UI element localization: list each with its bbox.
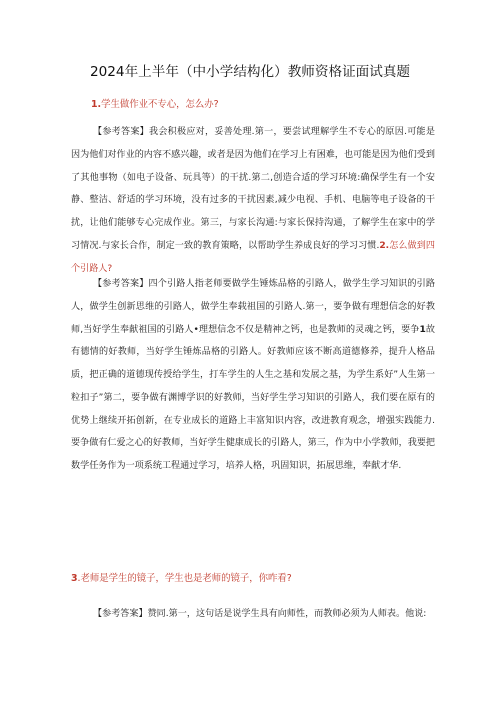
question-2-number: 2. [379, 240, 390, 251]
question-1-number: 1. [91, 99, 102, 110]
question-1-text: 学生做作业不专心，怎么办? [101, 99, 219, 110]
answer-3-text: 赞同.第一，这句话是说学生具有向师性，而教师必须为人师表。他说: [147, 609, 427, 619]
answer-2-label: 【参考答案】 [93, 279, 149, 289]
answer-2-bold-number: 1 [419, 324, 426, 335]
question-3-number: 3 [71, 573, 78, 584]
answer-1-text: 我会积极应对，妥善处理.第一，要尝试理解学生不专心的原因.可能是因为他们对作业的内容不感兴趣，或者是因为他们在学习上有困难，也可能是因为他们受到了其他事物（如电子设备、玩具等）的干扰.第二,创造合适的学习环境:确保学生有一个安静、整洁、舒适的学习环境，没有过多的干扰因素,减少电视、手机、电脑等电子设备的干扰，让他们能够专心完成作业。第三，与家长沟通:与家长保持沟通，了解学生在家中的学习情况.与家长合作，制定一致的教育策略，以帮助学生养成良好的学习习惯. [71, 127, 435, 251]
answer-2-paragraph [71, 273, 435, 478]
answer-2-text-b: 故有德情的好教师，当好学生锤炼品格的引路人。好教师应该不断高道德修养，提升人格品质，把正确的道德现传授给学生，打车学生的人生之基和发展之基，为学生系好”人生第一粒扣子”第二，要争做有渊博学识的好教师，当好学生学习知识的引路人，我们要在原有的优势上继续开拓创新，在专业成长的道路上丰富知识内容，改进教育观念，增强实践能力.要争做有仁爱之心的好教师，当好学生健康成长的引路人，第三，作为中小学教师，我要把数学任务作为一项系统工程通过学习，培养人格，巩固知识，拓展思维，奉献才华. [71, 324, 435, 471]
question-2-text: 怎么做到四个引路人? [71, 240, 435, 274]
answer-1-paragraph [71, 121, 435, 280]
question-3 [71, 572, 292, 585]
question-1 [91, 98, 219, 111]
answer-2-text-a: 四个引路人指老师要做学生锤炼品格的引路人，做学生学习知识的引路人，做学生创新思维的引路人，做学生奉载祖国的引路人.第一，要争做有理想信念的好教师,当好学生奉献祖国的引路人•理想信念不仅是精神之钙，也是教师的灵魂之钙，要争 [71, 279, 435, 335]
answer-1-label: 【参考答案】 [93, 127, 149, 137]
answer-3-paragraph [71, 603, 435, 626]
question-3-text: .老师是学生的镜子，学生也是老师的镜子，你咋看? [77, 573, 292, 584]
page-title: 2024年上半年（中小学结构化）教师资格证面试真题 [89, 64, 411, 80]
answer-3-label: 【参考答案】 [93, 609, 148, 619]
